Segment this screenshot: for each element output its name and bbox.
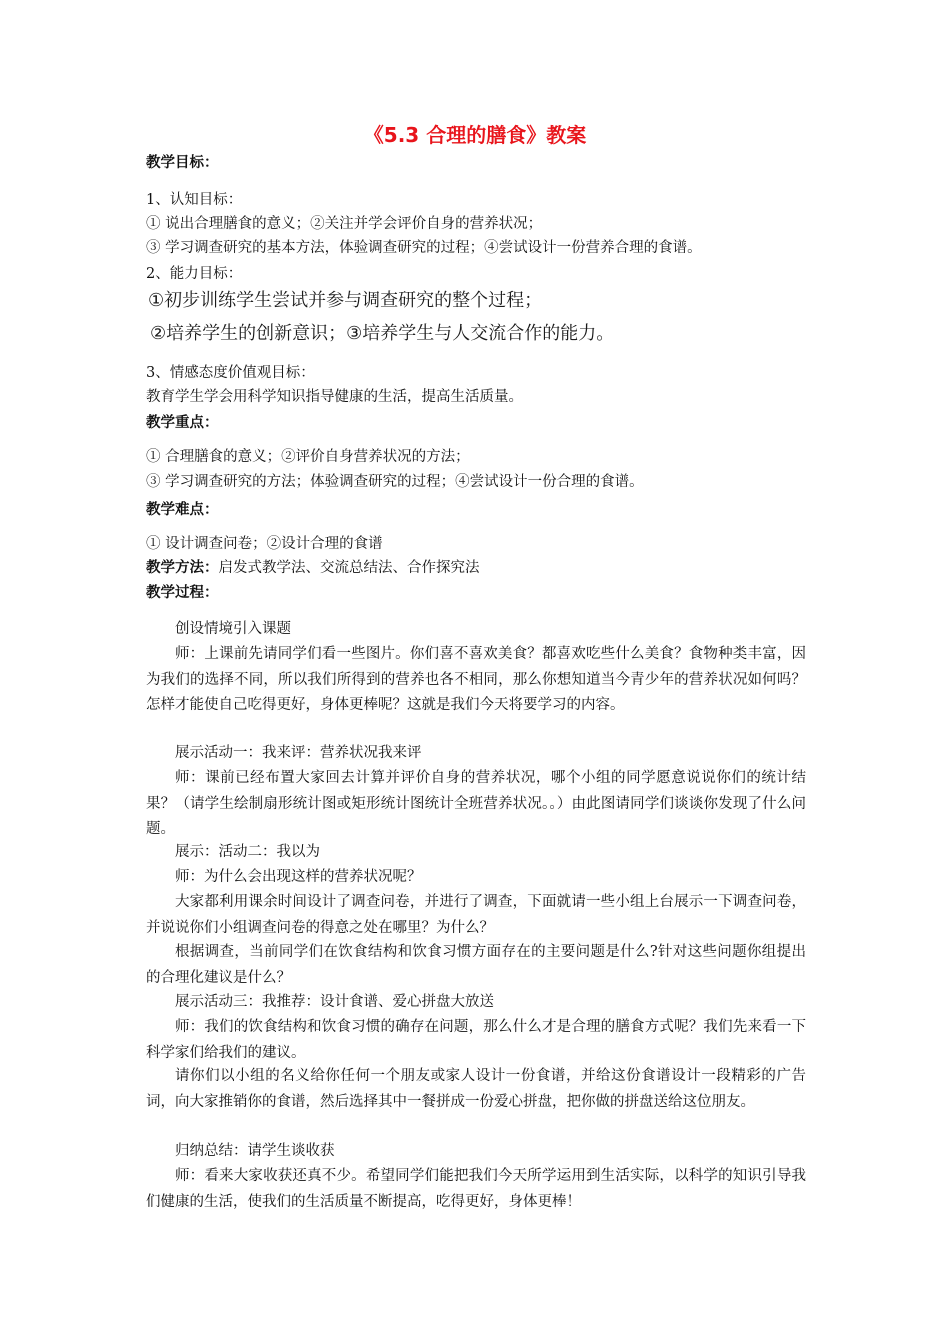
key-heading: 教学重点：: [146, 415, 219, 431]
process-paragraph: 师：看来大家收获还真不少。希望同学们能把我们今天所学运用到生活实际，以科学的知识引导我们健康的生活，使我们的生活质量不断提高，吃得更好，身体更棒！: [146, 1168, 806, 1210]
process-paragraph: 请你们以小组的名义给你任何一个朋友或家人设计一份食谱，并给这份食谱设计一段精彩的广告词，向大家推销你的食谱，然后选择其中一餐拼成一份爱心拼盘，把你做的拼盘送给这位朋友。: [146, 1068, 806, 1110]
goal2-line1: ①初步训练学生尝试并参与调查研究的整个过程；: [148, 290, 543, 311]
goal2-heading: 2、能力目标：: [146, 266, 243, 282]
difficulty-heading: 教学难点：: [146, 502, 219, 518]
process-paragraph: 展示活动三：我推荐：设计食谱、爱心拼盘大放送: [175, 994, 494, 1010]
process-paragraph: 展示活动一：我来评：营养状况我来评: [175, 745, 422, 761]
process-paragraph: 根据调查，当前同学们在饮食结构和饮食习惯方面存在的主要问题是什么?针对这些问题你组提出的合理化建议是什么？: [146, 944, 806, 986]
process-paragraph: 大家都利用课余时间设计了调查问卷，并进行了调查，下面就请一些小组上台展示一下调查问卷，并说说你们小组调查问卷的得意之处在哪里？为什么？: [146, 894, 806, 936]
goal3-heading: 3、情感态度价值观目标：: [146, 365, 315, 381]
goal1-heading: 1、认知目标：: [146, 192, 243, 208]
goal1-line1: ① 说出合理膳食的意义；②关注并学会评价自身的营养状况；: [146, 216, 543, 232]
goal3-line1: 教育学生学会用科学知识指导健康的生活，提高生活质量。: [146, 389, 523, 405]
document-title: 《5.3 合理的膳食》教案: [363, 123, 587, 147]
goal2-line2: ②培养学生的创新意识；③培养学生与人交流合作的能力。: [150, 323, 615, 344]
process-paragraph: 创设情境引入课题: [175, 621, 291, 637]
goals-heading: 教学目标：: [146, 155, 219, 171]
process-paragraph: 师：上课前先请同学们看一些图片。你们喜不喜欢美食？都喜欢吃些什么美食？食物种类丰富，因为我们的选择不同，所以我们所得到的营养也各不相同，那么你想知道当今青少年的营养状况如何吗？怎样才能使自己吃得更好，身体更棒呢？这就是我们今天将要学习的内容。: [146, 646, 806, 713]
process-heading: 教学过程：: [146, 585, 219, 601]
key-line2: ③ 学习调查研究的方法；体验调查研究的过程；④尝试设计一份合理的食谱。: [146, 474, 644, 490]
difficulty-line1: ① 设计调查问卷；②设计合理的食谱: [146, 536, 383, 552]
method-line: [146, 558, 480, 578]
method-text: 启发式教学法、交流总结法、合作探究法: [218, 560, 480, 576]
process-paragraph: 师：课前已经布置大家回去计算并评价自身的营养状况，哪个小组的同学愿意说说你们的统计结果？（请学生绘制扇形统计图或矩形统计图统计全班营养状况。。）由此图请同学们谈谈你发现了什么问题。: [146, 770, 806, 837]
process-paragraph: 展示：活动二：我以为: [175, 844, 320, 860]
key-line1: ① 合理膳食的意义；②评价自身营养状况的方法；: [146, 449, 470, 465]
process-paragraph: 师：为什么会出现这样的营养状况呢？: [175, 869, 422, 885]
process-paragraph: 师：我们的饮食结构和饮食习惯的确存在问题，那么什么才是合理的膳食方式呢？我们先来看一下科学家们给我们的建议。: [146, 1019, 806, 1061]
goal1-line2: ③ 学习调查研究的基本方法，体验调查研究的过程；④尝试设计一份营养合理的食谱。: [146, 240, 702, 256]
process-paragraph: 归纳总结：请学生谈收获: [175, 1143, 335, 1159]
method-heading: 教学方法：: [146, 560, 219, 576]
